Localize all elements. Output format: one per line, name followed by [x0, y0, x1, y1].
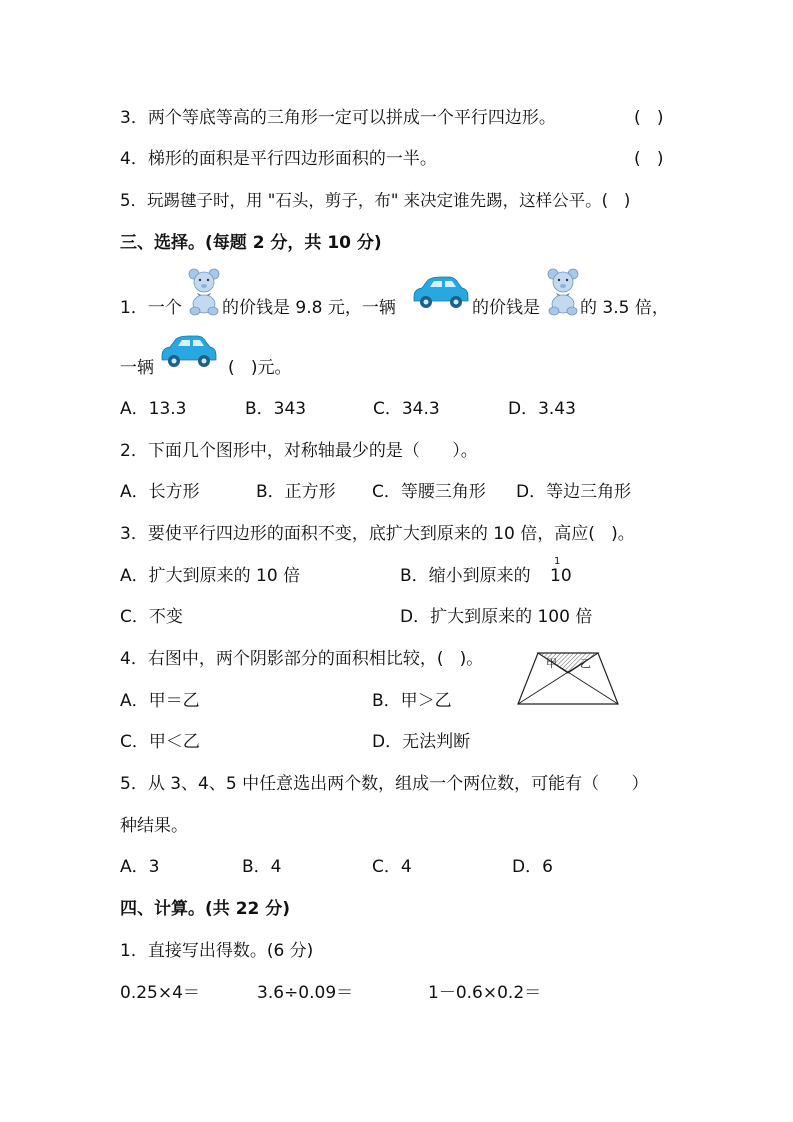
s3-q3-option-d: D．扩大到原来的 100 倍: [400, 607, 593, 627]
s3-q4-text: 4．右图中，两个阴影部分的面积相比较，( )。: [120, 649, 484, 669]
section4-title: 四、计算。(共 22 分): [120, 899, 291, 919]
judge-q3: 3．两个等底等高的三角形一定可以拼成一个平行四边形。: [120, 108, 556, 128]
s3-q3-fraction-numerator: 1: [554, 556, 561, 567]
toy-car-icon: [410, 275, 470, 316]
s3-q3-option-c: C．不变: [120, 607, 183, 627]
s3-q5-option-c: C．4: [372, 857, 412, 877]
s3-q4-option-c: C．甲＜乙: [120, 732, 200, 752]
s3-q3-fraction-denominator: 10: [550, 566, 572, 586]
teddy-bear-icon: [545, 268, 581, 321]
s3-q1-part-a: 1．一个: [120, 298, 182, 318]
s3-q4-option-d: D．无法判断: [372, 732, 471, 752]
s3-q5-text: 5．从 3、4、5 中任意选出两个数，组成一个两位数，可能有（ ）: [120, 774, 649, 794]
s3-q5-option-b: B．4: [242, 857, 282, 877]
s3-q5-option-a: A．3: [120, 857, 160, 877]
trapezoid-shaded-figure: [516, 651, 620, 707]
s3-q1-option-b: B．343: [245, 399, 307, 419]
s3-q4-option-b: B．甲＞乙: [372, 691, 452, 711]
s3-q3-text: 3．要使平行四边形的面积不变，底扩大到原来的 10 倍，高应( )。: [120, 524, 635, 544]
s3-q2-text: 2．下面几个图形中，对称轴最少的是（ ）。: [120, 441, 478, 461]
s4-expr-3: 1－0.6×0.2＝: [428, 983, 542, 1003]
s4-expr-1: 0.25×4＝: [120, 983, 200, 1003]
s4-q1-text: 1．直接写出得数。(6 分): [120, 941, 314, 961]
s3-q2-option-b: B．正方形: [256, 482, 336, 502]
s3-q1-part-b: 的价钱是 9.8 元，一辆: [222, 298, 396, 318]
s3-q1-option-a: A．13.3: [120, 399, 187, 419]
s3-q2-option-a: A．长方形: [120, 482, 200, 502]
s3-q4-option-a: A．甲＝乙: [120, 691, 200, 711]
section3-title: 三、选择。(每题 2 分，共 10 分): [120, 233, 382, 253]
s3-q1-part-d: 的 3.5 倍，: [580, 298, 669, 318]
s4-expr-2: 3.6÷0.09＝: [257, 983, 354, 1003]
s3-q2-option-d: D．等边三角形: [516, 482, 632, 502]
label-jia: 甲: [546, 657, 557, 670]
judge-q5: 5．玩踢毽子时，用 "石头，剪子，布" 来决定谁先踢，这样公平。( ): [120, 191, 631, 210]
judge-q3-answer-paren: ( ): [634, 108, 664, 128]
s3-q1-line2-b: ( )元。: [228, 358, 292, 378]
s3-q3-option-b: B．缩小到原来的: [400, 566, 531, 586]
s3-q1-part-c: 的价钱是: [472, 298, 540, 318]
s3-q3-option-a: A．扩大到原来的 10 倍: [120, 566, 301, 586]
toy-car-icon: [158, 334, 218, 375]
s3-q2-option-c: C．等腰三角形: [372, 482, 486, 502]
s3-q5-text2: 种结果。: [120, 816, 188, 836]
judge-q4: 4．梯形的面积是平行四边形面积的一半。: [120, 149, 437, 169]
s3-q1-option-c: C．34.3: [373, 399, 440, 419]
judge-q4-answer-paren: ( ): [634, 149, 664, 169]
s3-q1-option-d: D．3.43: [508, 399, 576, 419]
s3-q5-option-d: D．6: [512, 857, 553, 877]
s3-q1-line2-a: 一辆: [120, 358, 154, 378]
label-yi: 乙: [580, 657, 591, 670]
teddy-bear-icon: [186, 268, 222, 321]
